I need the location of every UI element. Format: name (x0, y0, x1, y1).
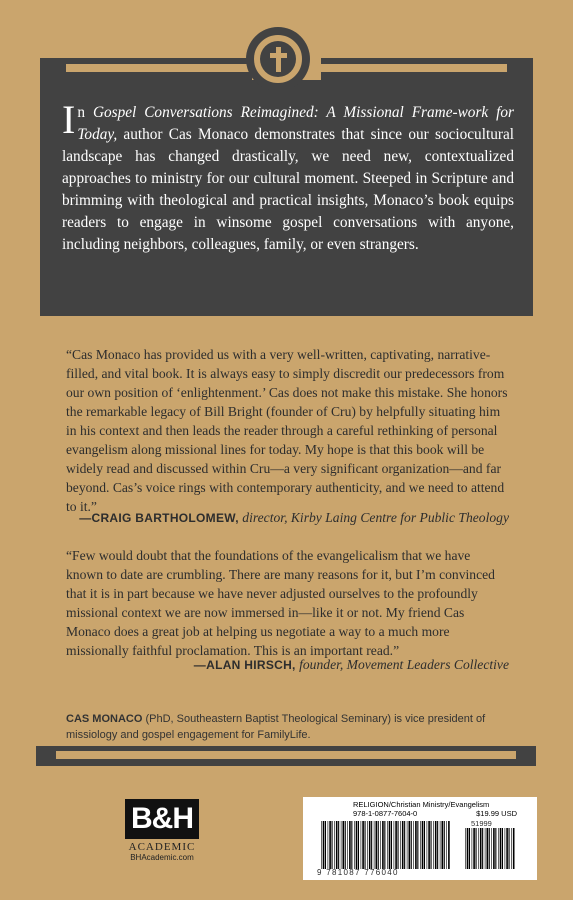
barcode-bar (384, 821, 385, 869)
barcode-bar (444, 821, 445, 869)
barcode-bar (328, 821, 329, 869)
barcode-bar (376, 821, 378, 869)
barcode-bar (415, 821, 417, 869)
barcode-bar (336, 821, 338, 869)
price-text: $19.99 USD (476, 809, 517, 818)
barcode-bar (422, 821, 424, 869)
barcode-bar (435, 821, 437, 869)
barcode-bar (329, 821, 331, 869)
barcode-bar (485, 828, 486, 869)
barcode-bar (506, 828, 508, 869)
barcode-bar (472, 828, 473, 869)
drop-cap: I (62, 97, 76, 142)
barcode-bar (395, 821, 397, 869)
barcode-bar (511, 828, 512, 869)
barcode-bar (341, 821, 342, 869)
barcode-bar (362, 821, 364, 869)
barcode-bar (476, 828, 477, 869)
barcode-bar (356, 821, 358, 869)
barcode-bar (505, 828, 506, 869)
endorsement-quote: “Few would doubt that the foundations of the evangelicalism that we have known to date are crumbling. There are many reasons for it, but I’m convinced that it is in part because we have never adjusted ourselves to the profoundly missional context we are now immersed in—like it or not. My friend Cas Monaco does a great job at helping us negotiate a way to a much more missionally faithful proclamation. This is an important read.” (66, 548, 495, 658)
barcode-bar (495, 828, 496, 869)
barcode-bar (407, 821, 408, 869)
barcode-bar (442, 821, 444, 869)
cross-medallion (246, 27, 310, 91)
barcode-bar (351, 821, 352, 869)
barcode-bar (409, 821, 411, 869)
logo-name: ACADEMIC (128, 841, 196, 853)
barcode-bar (332, 821, 333, 869)
endorsement-attribution: —CRAIG BARTHOLOMEW, director, Kirby Laing Centre for Public Theology (79, 510, 509, 525)
endorsement-quote: “Cas Monaco has provided us with a very well-written, captivating, narrative-filled, and vital book. It is always easy to simply discredit our predecessors from our own position of ‘enlightenment.’ Cas does not make this mistake. She honors the remarkable legacy of Bill Bright (founder of Cru) by helpfully situating him in his context and then leads the reader through a careful rethinking of personal evangelism along missional lines for today. My hope is that this book will be widely read and discussed within Cru—a very significant organization—and far beyond. Cas’s voice rings with contemporary authenticity, and we need to attend to it.” (66, 347, 508, 514)
barcode-bar (427, 821, 428, 869)
barcode-bar (424, 821, 425, 869)
publisher-url: BHAcademic.com (130, 853, 194, 862)
cross-icon (260, 41, 296, 77)
barcode-bar (465, 828, 466, 869)
barcode-bar (498, 828, 499, 869)
barcode-bar (389, 821, 391, 869)
addon-number: 51999 (471, 819, 492, 828)
bottom-ornament (36, 746, 536, 766)
author-bio: CAS MONACO (PhD, Southeastern Baptist Theological Seminary) is vice president of missiology and gospel engagement for FamilyLife. (66, 713, 486, 741)
barcode-bar (361, 821, 362, 869)
endorsement-attribution: —ALAN HIRSCH, founder, Movement Leaders Collective (193, 657, 509, 672)
barcode-digits: 9 781087 776040 (317, 868, 399, 877)
barcode-bar (325, 821, 326, 869)
book-title: Gospel Conversations Reimagined: A Missional Frame-work for Today, (77, 104, 514, 143)
barcode-bar (437, 821, 438, 869)
top-ornament-right (321, 58, 533, 80)
barcode-bar (382, 821, 384, 869)
publisher-logo (125, 799, 199, 862)
barcode-bar (400, 821, 401, 869)
barcode-bar (480, 828, 482, 869)
barcode-box (303, 797, 537, 880)
barcode-bar (446, 821, 447, 869)
barcode-bar (321, 821, 322, 869)
barcode-bar (417, 821, 418, 869)
barcode-bar (513, 828, 515, 869)
barcode-bar (428, 821, 430, 869)
barcode-bar (323, 821, 325, 869)
barcode-bar (369, 821, 371, 869)
barcode-main (321, 821, 451, 869)
barcode-bar (493, 828, 495, 869)
barcode-bar (347, 821, 348, 869)
barcode-bar (367, 821, 368, 869)
logo-mark: B&H (125, 799, 199, 839)
barcode-bar (420, 821, 421, 869)
barcode-bar (482, 828, 483, 869)
barcode-bar (487, 828, 489, 869)
barcode-bar (402, 821, 404, 869)
barcode-bar (391, 821, 392, 869)
barcode-bar (491, 828, 492, 869)
barcode-bar (343, 821, 345, 869)
barcode-bar (502, 828, 503, 869)
barcode-bar (380, 821, 381, 869)
barcode-bar (349, 821, 351, 869)
isbn-text: 978-1-0877-7604-0 (353, 809, 418, 818)
barcode-bar (365, 821, 366, 869)
barcode-bar (509, 828, 510, 869)
book-description: In Gospel Conversations Reimagined: A Missional Frame-work for Today, author Cas Monaco demonstrates that since our sociocultural landscape has changed drastically, we need new, contextualized approaches to ministry for our cultural moment. Steeped in Scripture and brimming with theological and practical insights, Monaco’s book equips readers to engage in winsome gospel conversations with anyone, including neighbors, colleagues, family, or even strangers. (62, 97, 514, 253)
barcode-bar (394, 821, 395, 869)
top-ornament-left (40, 58, 252, 80)
barcode-bar (473, 828, 475, 869)
barcode-addon (465, 828, 515, 869)
barcode-bar (354, 821, 355, 869)
barcode-bar (489, 828, 490, 869)
barcode-bar (411, 821, 412, 869)
barcode-bar (469, 828, 470, 869)
barcode-bar (378, 821, 379, 869)
barcode-bar (431, 821, 432, 869)
barcode-bar (334, 821, 335, 869)
barcode-bar (345, 821, 346, 869)
barcode-bar (358, 821, 359, 869)
barcode-bar (440, 821, 441, 869)
barcode-bar (500, 828, 502, 869)
barcode-bar (433, 821, 434, 869)
barcode-bar (404, 821, 405, 869)
barcode-bar (398, 821, 399, 869)
barcode-bar (478, 828, 479, 869)
barcode-bar (374, 821, 375, 869)
barcode-bar (338, 821, 339, 869)
barcode-bar (387, 821, 388, 869)
barcode-bar (371, 821, 372, 869)
barcode-bar (467, 828, 469, 869)
barcode-bar (448, 821, 450, 869)
barcode-bar (413, 821, 414, 869)
bisac-category: RELIGION/Christian Ministry/Evangelism (353, 800, 490, 809)
